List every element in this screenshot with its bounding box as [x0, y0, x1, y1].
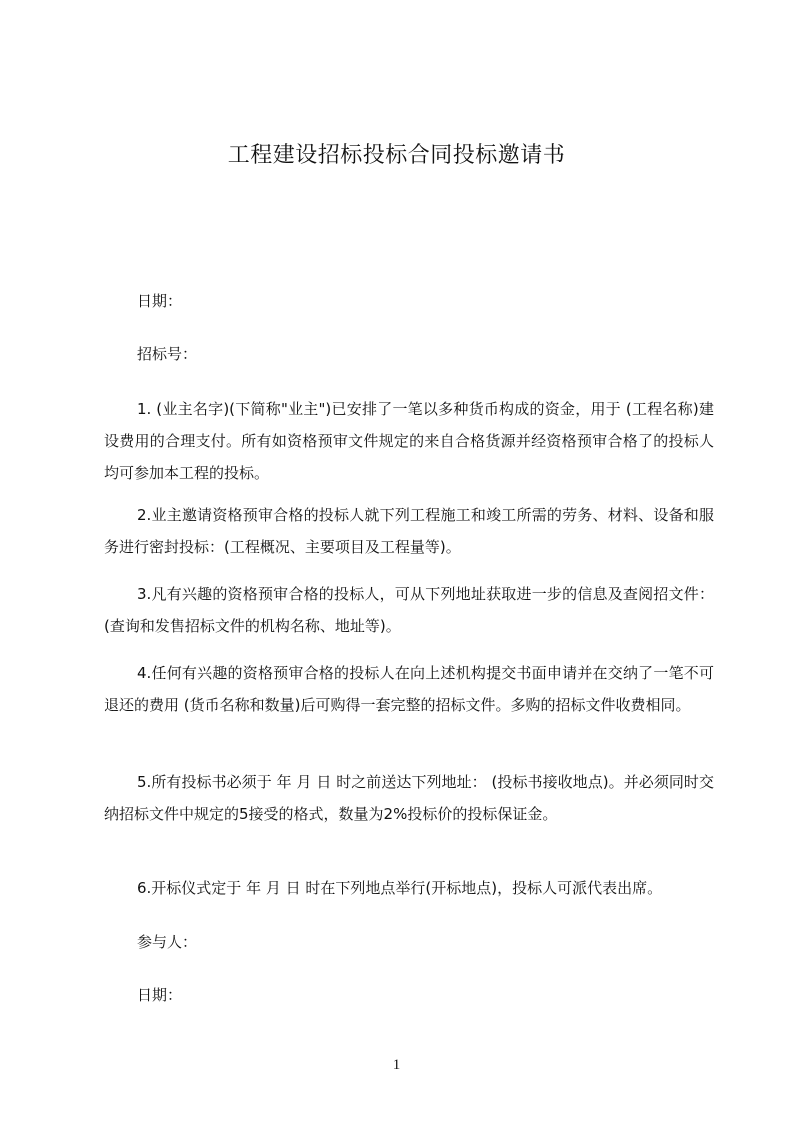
closing-date-label-text: 日期： [137, 986, 183, 1004]
paragraph-4: 4.任何有兴趣的资格预审合格的投标人在向上述机构提交书面申请并在交纳了一笔不可退还的费用 (货币名称和数量)后可购得一套完整的招标文件。多购的招标文件收费相同。 [104, 664, 714, 714]
participant-label [104, 926, 714, 958]
bid-number-label [104, 338, 714, 370]
date-label [104, 285, 714, 317]
paragraph-1: 1. (业主名字)(下简称"业主")已安排了一笔以多种货币构成的资金，用于 (工程名称)建设费用的合理支付。所有如资格预审文件规定的来自合格货源并经资格预审合格了的投标人均可参加本工程的投标。 [104, 400, 714, 482]
page-number: 1 [392, 1057, 401, 1073]
bid-number-label-text: 招标号： [137, 345, 198, 363]
document-title: 工程建设招标投标合同投标邀请书 [227, 143, 566, 168]
date-label-text: 日期： [137, 292, 183, 310]
closing-date-label [104, 979, 714, 1011]
paragraph-2: 2.业主邀请资格预审合格的投标人就下列工程施工和竣工所需的劳务、材料、设备和服务进行密封投标：(工程概况、主要项目及工程量等)。 [104, 506, 714, 556]
paragraph-6: 6.开标仪式定于 年 月 日 时在下列地点举行(开标地点)，投标人可派代表出席。 [137, 879, 663, 897]
participant-label-text: 参与人： [137, 933, 198, 951]
paragraph-5: 5.所有投标书必须于 年 月 日 时之前送达下列地址： (投标书接收地点)。并必须同时交纳招标文件中规定的5接受的格式，数量为2%投标价的投标保证金。 [104, 773, 714, 823]
paragraph-3: 3.凡有兴趣的资格预审合格的投标人，可从下列地址获取进一步的信息及查阅招文件：(查询和发售招标文件的机构名称、地址等)。 [104, 585, 714, 635]
